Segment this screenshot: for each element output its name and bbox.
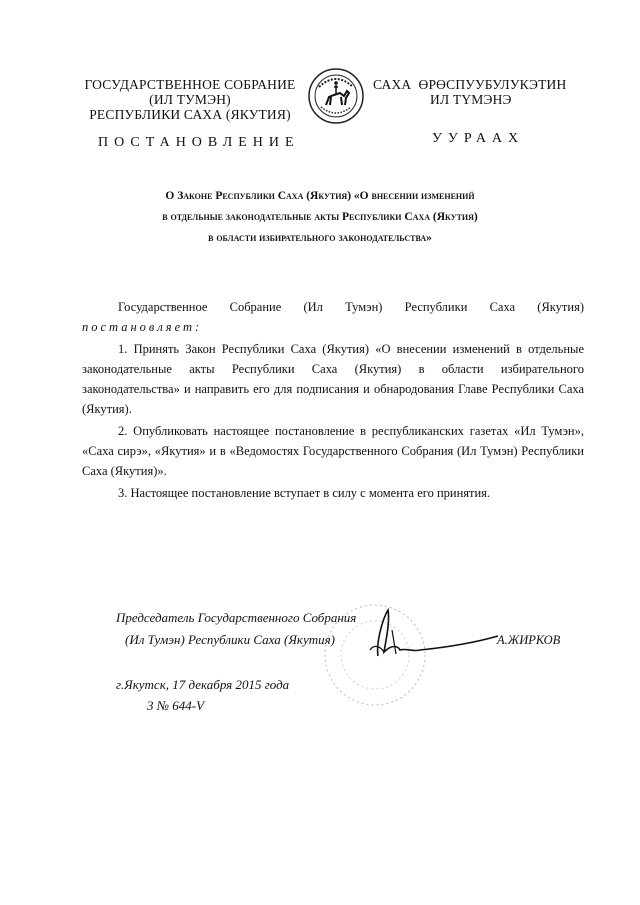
signature-position-line-1: Председатель Государственного Собрания: [116, 610, 357, 625]
title-line-2: в отдельные законодательные акты Республики Саха (Якутия): [162, 211, 478, 223]
header-right-line-2: ИЛ ТҮМЭНЭ: [430, 92, 512, 107]
header-right-block: [373, 77, 583, 107]
resolves-text: постановляет:: [82, 320, 203, 334]
document-title: [80, 186, 560, 249]
item-1: 1. Принять Закон Республики Саха (Якутия) «О внесении изменений в отдельные законодательные акты Республики Саха (Якутия) в области избирательного законодательства» и направить его для подписания и обнародования Главе Республики Саха (Якутия).: [82, 342, 584, 416]
item-2: 2. Опубликовать настоящее постановление в республиканских газетах «Ил Тумэн», «Саха сирэ», «Якутия» и в «Ведомостях Государственного Собрания (Ил Тумэн) Республики Саха (Якутия)».: [82, 424, 584, 478]
header-right-line-1: САХА ӨРӨСПУУБУЛУКЭТИН: [373, 77, 567, 92]
doc-type-left: ПОСТАНОВЛЕНИЕ: [98, 135, 300, 150]
title-line-1: О Законе Республики Саха (Якутия) «О внесении изменений: [165, 190, 475, 202]
title-line-3: в области избирательного законодательства»: [208, 232, 432, 244]
header-left-line-1: ГОСУДАРСТВЕННОЕ СОБРАНИЕ: [84, 77, 296, 92]
header-left-block: [75, 77, 305, 122]
header-left-line-2: (ИЛ ТУМЭН): [149, 92, 231, 107]
place-date: г.Якутск, 17 декабря 2015 года: [116, 677, 290, 692]
handwritten-signature: [340, 600, 510, 670]
header-left-line-3: РЕСПУБЛИКИ САХА (ЯКУТИЯ): [89, 107, 291, 122]
signatory-name: А.ЖИРКОВ: [497, 633, 561, 647]
coat-of-arms-icon: [307, 67, 365, 125]
item-3: 3. Настоящее постановление вступает в силу с момента его принятия.: [118, 486, 491, 500]
document-body: [82, 297, 584, 503]
document-number: 3 № 644-V: [147, 698, 205, 713]
signature-position-line-2: (Ил Тумэн) Республики Саха (Якутия): [125, 632, 335, 647]
intro-text: Государственное Собрание (Ил Тумэн) Республики Саха (Якутия): [118, 300, 584, 314]
doc-type-right: УУРААХ: [432, 131, 525, 146]
